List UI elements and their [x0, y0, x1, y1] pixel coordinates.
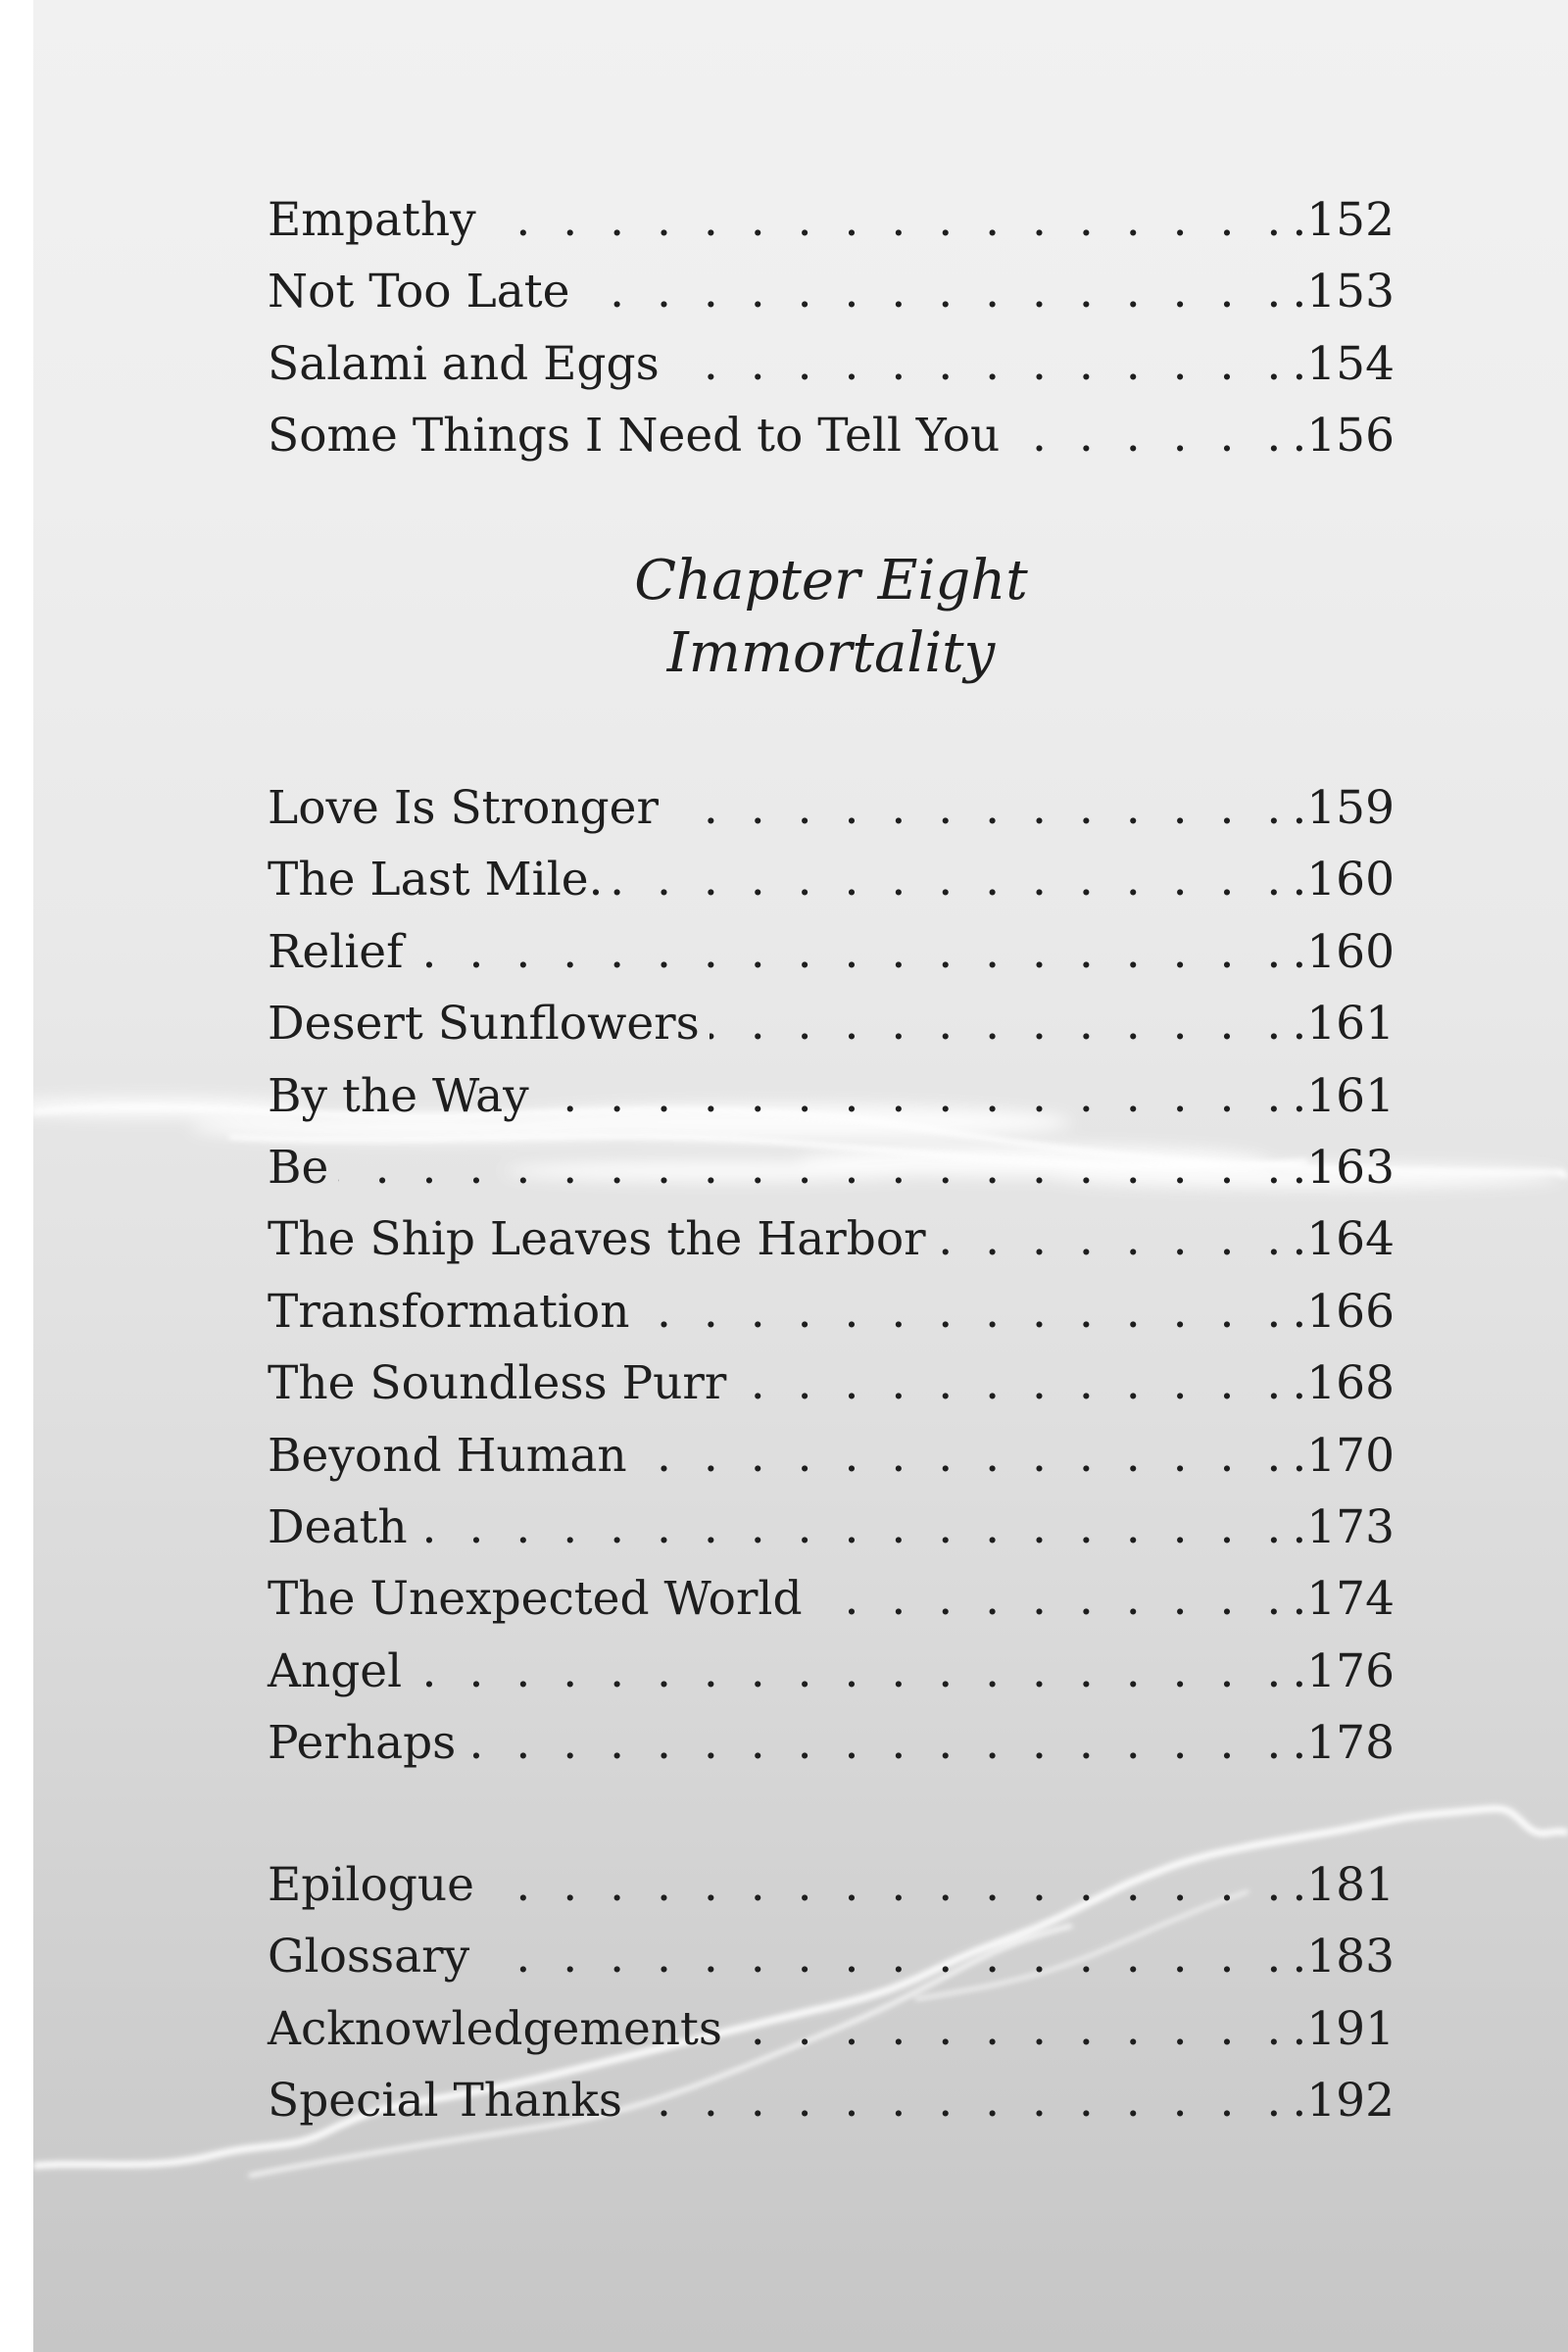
dot-leader: [669, 328, 1291, 400]
toc-entry[interactable]: [268, 328, 1395, 400]
toc-entry-page: .160: [1292, 853, 1395, 907]
toc-entry-page: .161: [1292, 997, 1395, 1052]
toc-entry-page: .153: [1292, 265, 1395, 319]
toc-entry-title: Relief: [268, 924, 404, 979]
toc-entry-title: The Unexpected World: [268, 1572, 803, 1627]
toc-entry[interactable]: [268, 1921, 1395, 1992]
toc-entry-page: .152: [1292, 193, 1395, 247]
dot-leader: [668, 772, 1290, 844]
dot-leader: [1009, 400, 1290, 471]
toc-entry[interactable]: [268, 184, 1395, 256]
dot-leader: [637, 1420, 1291, 1492]
toc-entry-title: The Last Mile.: [268, 853, 604, 907]
toc-entry-page: .181: [1292, 1858, 1395, 1912]
toc-entry[interactable]: [268, 1420, 1395, 1492]
dot-leader: [812, 1563, 1291, 1635]
toc-entry[interactable]: [268, 1492, 1395, 1563]
toc-entry[interactable]: [268, 772, 1395, 844]
toc-entry[interactable]: [268, 1636, 1395, 1707]
toc-entry-title: Perhaps: [268, 1716, 457, 1771]
toc-entry[interactable]: [268, 1993, 1395, 2065]
toc-entry-title: Love Is Stronger: [268, 781, 659, 835]
toc-entry-page: .163: [1292, 1140, 1395, 1195]
toc-entry-page: .166: [1292, 1284, 1395, 1339]
toc-entry-page: .160: [1292, 924, 1395, 979]
dot-leader: [732, 1993, 1290, 2065]
dot-leader: [539, 1060, 1291, 1132]
toc-entry[interactable]: [268, 1132, 1395, 1203]
toc-entry[interactable]: [268, 1849, 1395, 1921]
toc-entry[interactable]: [268, 1707, 1395, 1779]
toc-entry-page: .168: [1292, 1356, 1395, 1411]
chapter-title: Immortality: [666, 621, 996, 685]
toc-entry-title: Salami and Eggs: [268, 336, 660, 391]
toc-entry-title: Transformation: [268, 1284, 630, 1339]
toc-entry-title: Be: [268, 1140, 329, 1195]
toc-entry[interactable]: [268, 400, 1395, 471]
toc-entry-page: .178: [1292, 1716, 1395, 1771]
toc-entry-title: Special Thanks: [268, 2074, 622, 2129]
dot-leader: [632, 2065, 1290, 2136]
dot-leader: [338, 1132, 1290, 1203]
toc-entry-page: .192: [1292, 2074, 1395, 2129]
chapter-number: Chapter Eight: [634, 549, 1028, 612]
chapter-heading: [268, 545, 1395, 690]
dot-leader: [417, 1492, 1291, 1563]
toc-entry[interactable]: [268, 1060, 1395, 1132]
toc-entry[interactable]: [268, 1276, 1395, 1348]
toc-entry-title: By the Way: [268, 1068, 529, 1123]
dot-leader: [736, 1348, 1290, 1419]
dot-leader: [466, 1707, 1290, 1779]
toc-entry[interactable]: [268, 1348, 1395, 1419]
toc-group-back-matter: [268, 1849, 1395, 2137]
toc-entry[interactable]: [268, 916, 1395, 988]
toc-entry[interactable]: [268, 256, 1395, 327]
toc-entry-title: Not Too Late: [268, 265, 570, 319]
toc-entry[interactable]: [268, 2065, 1395, 2136]
toc-entry-page: .164: [1292, 1212, 1395, 1267]
dot-leader: [413, 916, 1290, 988]
toc-entry-page: .183: [1292, 1930, 1395, 1984]
dot-leader: [613, 844, 1291, 915]
toc-entry[interactable]: [268, 1203, 1395, 1275]
toc-entry-title: Angel: [268, 1643, 403, 1698]
toc-entry-title: The Soundless Purr: [268, 1356, 727, 1411]
toc-entry[interactable]: [268, 988, 1395, 1059]
toc-entry-page: .174: [1292, 1572, 1395, 1627]
toc-entry-page: .156: [1292, 409, 1395, 464]
dot-leader: [412, 1636, 1290, 1707]
toc-entry-page: .170: [1292, 1428, 1395, 1483]
toc-group-previous-chapter: [268, 184, 1395, 472]
toc-entry-title: Empathy: [268, 193, 476, 247]
toc-entry-page: .176: [1292, 1643, 1395, 1698]
toc-entry-title: Beyond Human: [268, 1428, 627, 1483]
toc-entry-title: Some Things I Need to Tell You: [268, 409, 1001, 464]
dot-leader: [579, 256, 1290, 327]
toc-entry-title: Glossary: [268, 1930, 470, 1984]
toc-entry-title: Acknowledgements: [268, 2001, 723, 2056]
toc-entry-title: The Ship Leaves the Harbor: [268, 1212, 926, 1267]
toc-entry[interactable]: [268, 1563, 1395, 1635]
dot-leader: [484, 1849, 1290, 1921]
dot-leader: [479, 1921, 1290, 1992]
toc-entry-page: .191: [1292, 2001, 1395, 2056]
dot-leader: [936, 1203, 1291, 1275]
toc-group-chapter-eight: [268, 772, 1395, 1779]
toc-entry-page: .173: [1292, 1499, 1395, 1554]
toc-entry-title: Desert Sunflowers: [268, 997, 700, 1052]
toc-entry-page: .159: [1292, 781, 1395, 835]
dot-leader: [710, 988, 1291, 1059]
toc-entry-page: .161: [1292, 1068, 1395, 1123]
dot-leader: [639, 1276, 1290, 1348]
toc-entry-page: .154: [1292, 336, 1395, 391]
dot-leader: [486, 184, 1291, 256]
toc-entry[interactable]: [268, 844, 1395, 915]
toc-entry-title: Death: [268, 1499, 408, 1554]
toc-entry-title: Epilogue: [268, 1858, 474, 1912]
